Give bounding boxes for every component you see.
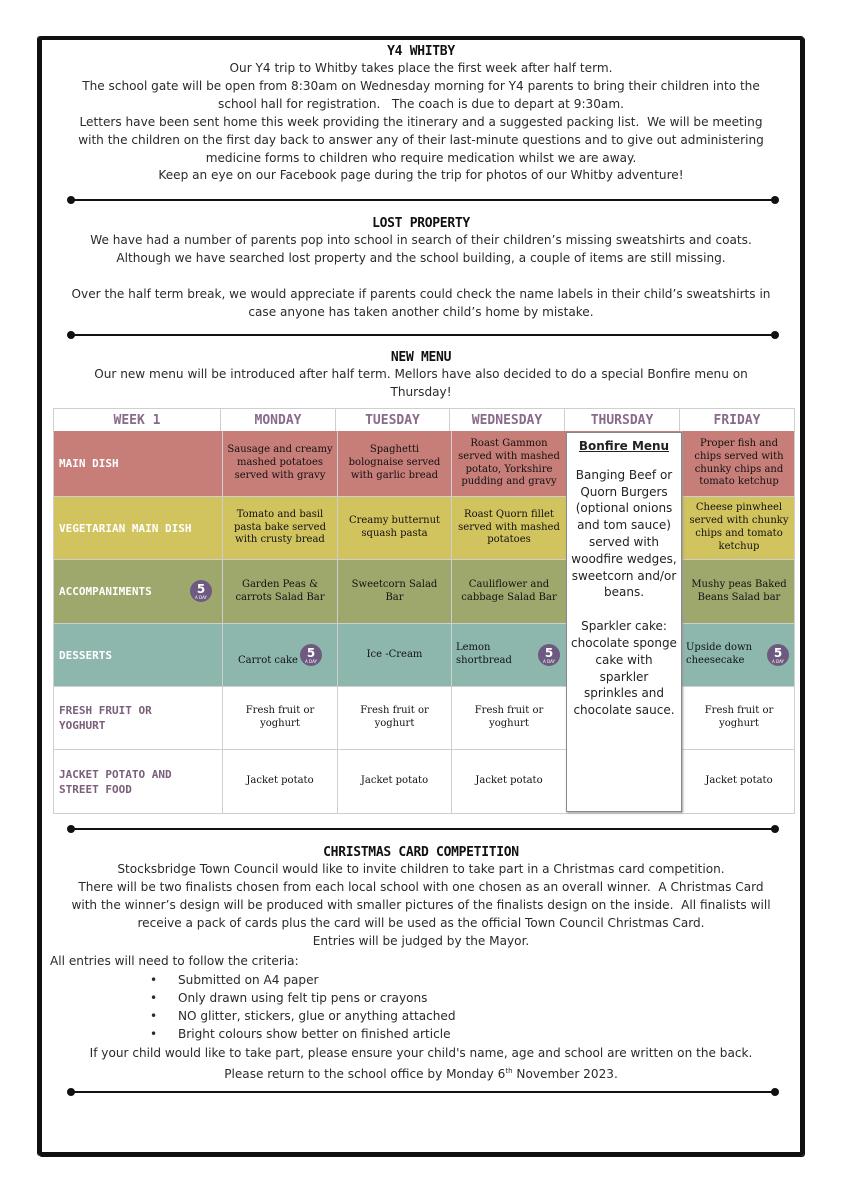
- new-menu-heading: NEW MENU: [390, 350, 452, 365]
- header-wednesday: WEDNESDAY: [450, 408, 565, 431]
- lost-property-line: Over the half term break, we would appreciate if parents could check the name labels in their child’s sweatshirts in: [71, 286, 771, 301]
- bonfire-menu-box: [566, 432, 682, 812]
- menu-cell-fri: [681, 497, 796, 559]
- criteria-item: • Submitted on A4 paper: [150, 971, 456, 989]
- menu-cell-mon: [222, 750, 337, 813]
- menu-cell-text: Sweetcorn Salad Bar: [351, 578, 438, 603]
- menu-row: [53, 750, 795, 814]
- menu-row: [53, 431, 795, 497]
- menu-cell-tue: [337, 560, 451, 623]
- lost-property-section: [46, 216, 796, 322]
- menu-cell-mon: [222, 497, 337, 559]
- menu-cell-fri: [681, 431, 796, 496]
- bonfire-menu-title: Bonfire Menu: [578, 439, 670, 453]
- christmas-section: [46, 845, 796, 951]
- criteria-list: [150, 971, 456, 1043]
- return-prefix: Please return to the school office by Monday 6: [224, 1066, 506, 1081]
- menu-row-label: MAIN DISH: [59, 457, 119, 470]
- menu-cell-fri: [681, 750, 796, 813]
- menu-cell-text: Cheese pinwheel served with chunky chips and tomato ketchup: [689, 502, 789, 552]
- badge-number: 5: [306, 646, 316, 660]
- christmas-line: There will be two finalists chosen from each local school with one chosen as an overall winner. A Christmas Card: [78, 879, 764, 894]
- whitby-section: [46, 44, 796, 185]
- criteria-item: • Bright colours show better on finished article: [150, 1025, 456, 1043]
- bonfire-menu-dessert: Sparkler cake: chocolate sponge cake with sparkler sprinkles and chocolate sauce.: [571, 619, 677, 718]
- header-tuesday: TUESDAY: [336, 408, 450, 431]
- menu-row: [53, 624, 795, 687]
- menu-row-label: FRESH FRUIT OR YOGHURT: [59, 704, 152, 732]
- menu-cell-mon: [222, 431, 337, 496]
- menu-cell-tue: [337, 497, 451, 559]
- menu-cell-text: Creamy butternut squash pasta: [348, 515, 441, 539]
- criteria-intro: All entries will need to follow the criteria:: [50, 954, 299, 968]
- header-thursday: THURSDAY: [565, 408, 680, 431]
- header-monday: MONDAY: [221, 408, 336, 431]
- menu-cell-fri: [681, 687, 796, 749]
- lost-property-heading: LOST PROPERTY: [372, 216, 470, 231]
- menu-row: [53, 687, 795, 750]
- menu-table: [53, 408, 795, 814]
- christmas-text: [46, 861, 796, 951]
- badge-caption: A DAY: [195, 595, 207, 600]
- badge-caption: A DAY: [543, 659, 555, 664]
- lost-property-line: Although we have searched lost property and the school building, a couple of items are still missing.: [116, 250, 726, 265]
- whitby-line: Keep an eye on our Facebook page during the trip for photos of our Whitby adventure!: [158, 168, 684, 183]
- menu-cell-text: Roast Quorn fillet served with mashed potatoes: [458, 508, 560, 546]
- criteria-item: • NO glitter, stickers, glue or anything attached: [150, 1007, 456, 1025]
- menu-cell-text: Spaghetti bolognaise served with garlic bread: [348, 444, 441, 481]
- badge-number: 5: [544, 646, 554, 660]
- christmas-line: Entries will be judged by the Mayor.: [312, 933, 530, 948]
- christmas-closing: [46, 1045, 796, 1084]
- five-a-day-badge: [767, 644, 789, 666]
- menu-cell-text: Fresh fruit or yoghurt: [245, 705, 315, 729]
- return-sup: th: [505, 1066, 513, 1075]
- section-divider: [70, 828, 776, 830]
- header-week: WEEK 1: [53, 408, 221, 431]
- christmas-line: receive a pack of cards plus the card will be used as the official Town Council Christmas Card.: [137, 915, 705, 930]
- section-divider: [70, 199, 776, 201]
- menu-cell-mon: [222, 687, 337, 749]
- section-divider: [70, 1091, 776, 1093]
- menu-cell-tue: [337, 750, 451, 813]
- badge-number: 5: [196, 582, 206, 596]
- menu-cell-tue: [337, 624, 451, 686]
- menu-cell-text: Cauliflower and cabbage Salad Bar: [461, 578, 557, 603]
- menu-cell-text: Upside down cheesecake: [686, 642, 753, 666]
- menu-cell-wed: [451, 750, 566, 813]
- lost-property-line: case anyone has taken another child’s home by mistake.: [248, 304, 594, 319]
- menu-cell-wed: [451, 560, 566, 623]
- menu-cell-fri: [681, 560, 796, 623]
- section-divider: [70, 334, 776, 336]
- menu-cell-text: Fresh fruit or yoghurt: [704, 705, 774, 729]
- menu-cell-text: Mushy peas Baked Beans Salad bar: [691, 578, 787, 603]
- menu-cell-text: Ice -Cream: [366, 648, 423, 660]
- menu-cell-text: Jacket potato: [246, 775, 314, 787]
- menu-cell-text: Jacket potato: [475, 775, 543, 787]
- new-menu-line: Thursday!: [390, 384, 452, 399]
- christmas-line: with the winner’s design will be produced with smaller pictures of the finalists design on the inside. All finalists will: [71, 897, 771, 912]
- whitby-heading: Y4 WHITBY: [387, 44, 455, 59]
- whitby-line: Our Y4 trip to Whitby takes place the first week after half term.: [229, 61, 613, 75]
- criteria-item: • Only drawn using felt tip pens or crayons: [150, 989, 456, 1007]
- five-a-day-badge: [538, 644, 560, 666]
- whitby-line: with the children on the first day back to answer any of their last-minute questions and to give out administering: [78, 132, 764, 147]
- menu-cell-text: Proper fish and chips served with chunky chips and tomato ketchup: [694, 437, 784, 488]
- badge-caption: A DAY: [772, 659, 784, 664]
- five-a-day-badge: [300, 644, 322, 666]
- menu-row-label: VEGETARIAN MAIN DISH: [59, 521, 192, 535]
- whitby-line: medicine forms to children who require medication whilst we are away.: [205, 150, 637, 165]
- closing-line: If your child would like to take part, please ensure your child's name, age and school are written on the back.: [89, 1046, 753, 1060]
- christmas-heading: CHRISTMAS CARD COMPETITION: [323, 845, 519, 860]
- menu-cell-text: Lemon shortbread: [456, 642, 512, 666]
- new-menu-line: Our new menu will be introduced after half term. Mellors have also decided to do a special Bonfire menu on: [94, 367, 748, 381]
- menu-row-label: DESSERTS: [59, 648, 112, 662]
- menu-row-label: JACKET POTATO AND STREET FOOD: [59, 767, 172, 796]
- menu-cell-tue: [337, 687, 451, 749]
- menu-cell-text: Sausage and creamy mashed potatoes served with gravy: [227, 444, 333, 481]
- menu-row: [53, 497, 795, 560]
- menu-cell-wed: [451, 497, 566, 559]
- new-menu-section: [46, 350, 796, 402]
- badge-number: 5: [773, 646, 783, 660]
- menu-row: [53, 560, 795, 624]
- header-friday: FRIDAY: [680, 408, 795, 431]
- five-a-day-badge: [190, 580, 212, 602]
- menu-cell-wed: [451, 431, 566, 496]
- lost-property-text: [46, 232, 796, 322]
- menu-cell-text: Tomato and basil pasta bake served with crusty bread: [234, 508, 326, 546]
- menu-cell-text: Roast Gammon served with mashed potato, Yorkshire pudding and gravy: [458, 437, 560, 488]
- menu-cell-tue: [337, 431, 451, 496]
- menu-cell-text: Fresh fruit or yoghurt: [474, 705, 544, 729]
- menu-row-label: ACCOMPANIMENTS: [59, 585, 152, 598]
- return-line: [46, 1063, 796, 1084]
- whitby-line: Letters have been sent home this week providing the itinerary and a suggested packing list. We will be meeting: [79, 114, 763, 129]
- return-suffix: November 2023.: [512, 1066, 618, 1081]
- menu-cell-text: Fresh fruit or yoghurt: [360, 705, 429, 729]
- christmas-line: Stocksbridge Town Council would like to invite children to take part in a Christmas card competition.: [117, 862, 725, 876]
- menu-cell-text: Jacket potato: [360, 775, 429, 787]
- lost-property-line: [46, 268, 796, 286]
- menu-cell-text: Carrot cake: [238, 654, 298, 666]
- whitby-line: school hall for registration. The coach is due to depart at 9:30am.: [218, 96, 624, 111]
- lost-property-line: We have had a number of parents pop into school in search of their children’s missing sweatshirts and coats.: [90, 233, 752, 247]
- new-menu-text: [46, 366, 796, 402]
- menu-cell-text: Jacket potato: [705, 775, 773, 787]
- bonfire-menu-main: Banging Beef or Quorn Burgers (optional onions and tom sauce) served with woodfire wedges, sweetcorn and/or beans.: [571, 467, 677, 600]
- menu-cell-text: Garden Peas & carrots Salad Bar: [235, 578, 325, 603]
- menu-cell-wed: [451, 687, 566, 749]
- whitby-line: The school gate will be open from 8:30am on Wednesday morning for Y4 parents to bring their children into the: [82, 78, 760, 93]
- badge-caption: A DAY: [305, 659, 317, 664]
- whitby-text: [46, 60, 796, 185]
- menu-cell-mon: [222, 560, 337, 623]
